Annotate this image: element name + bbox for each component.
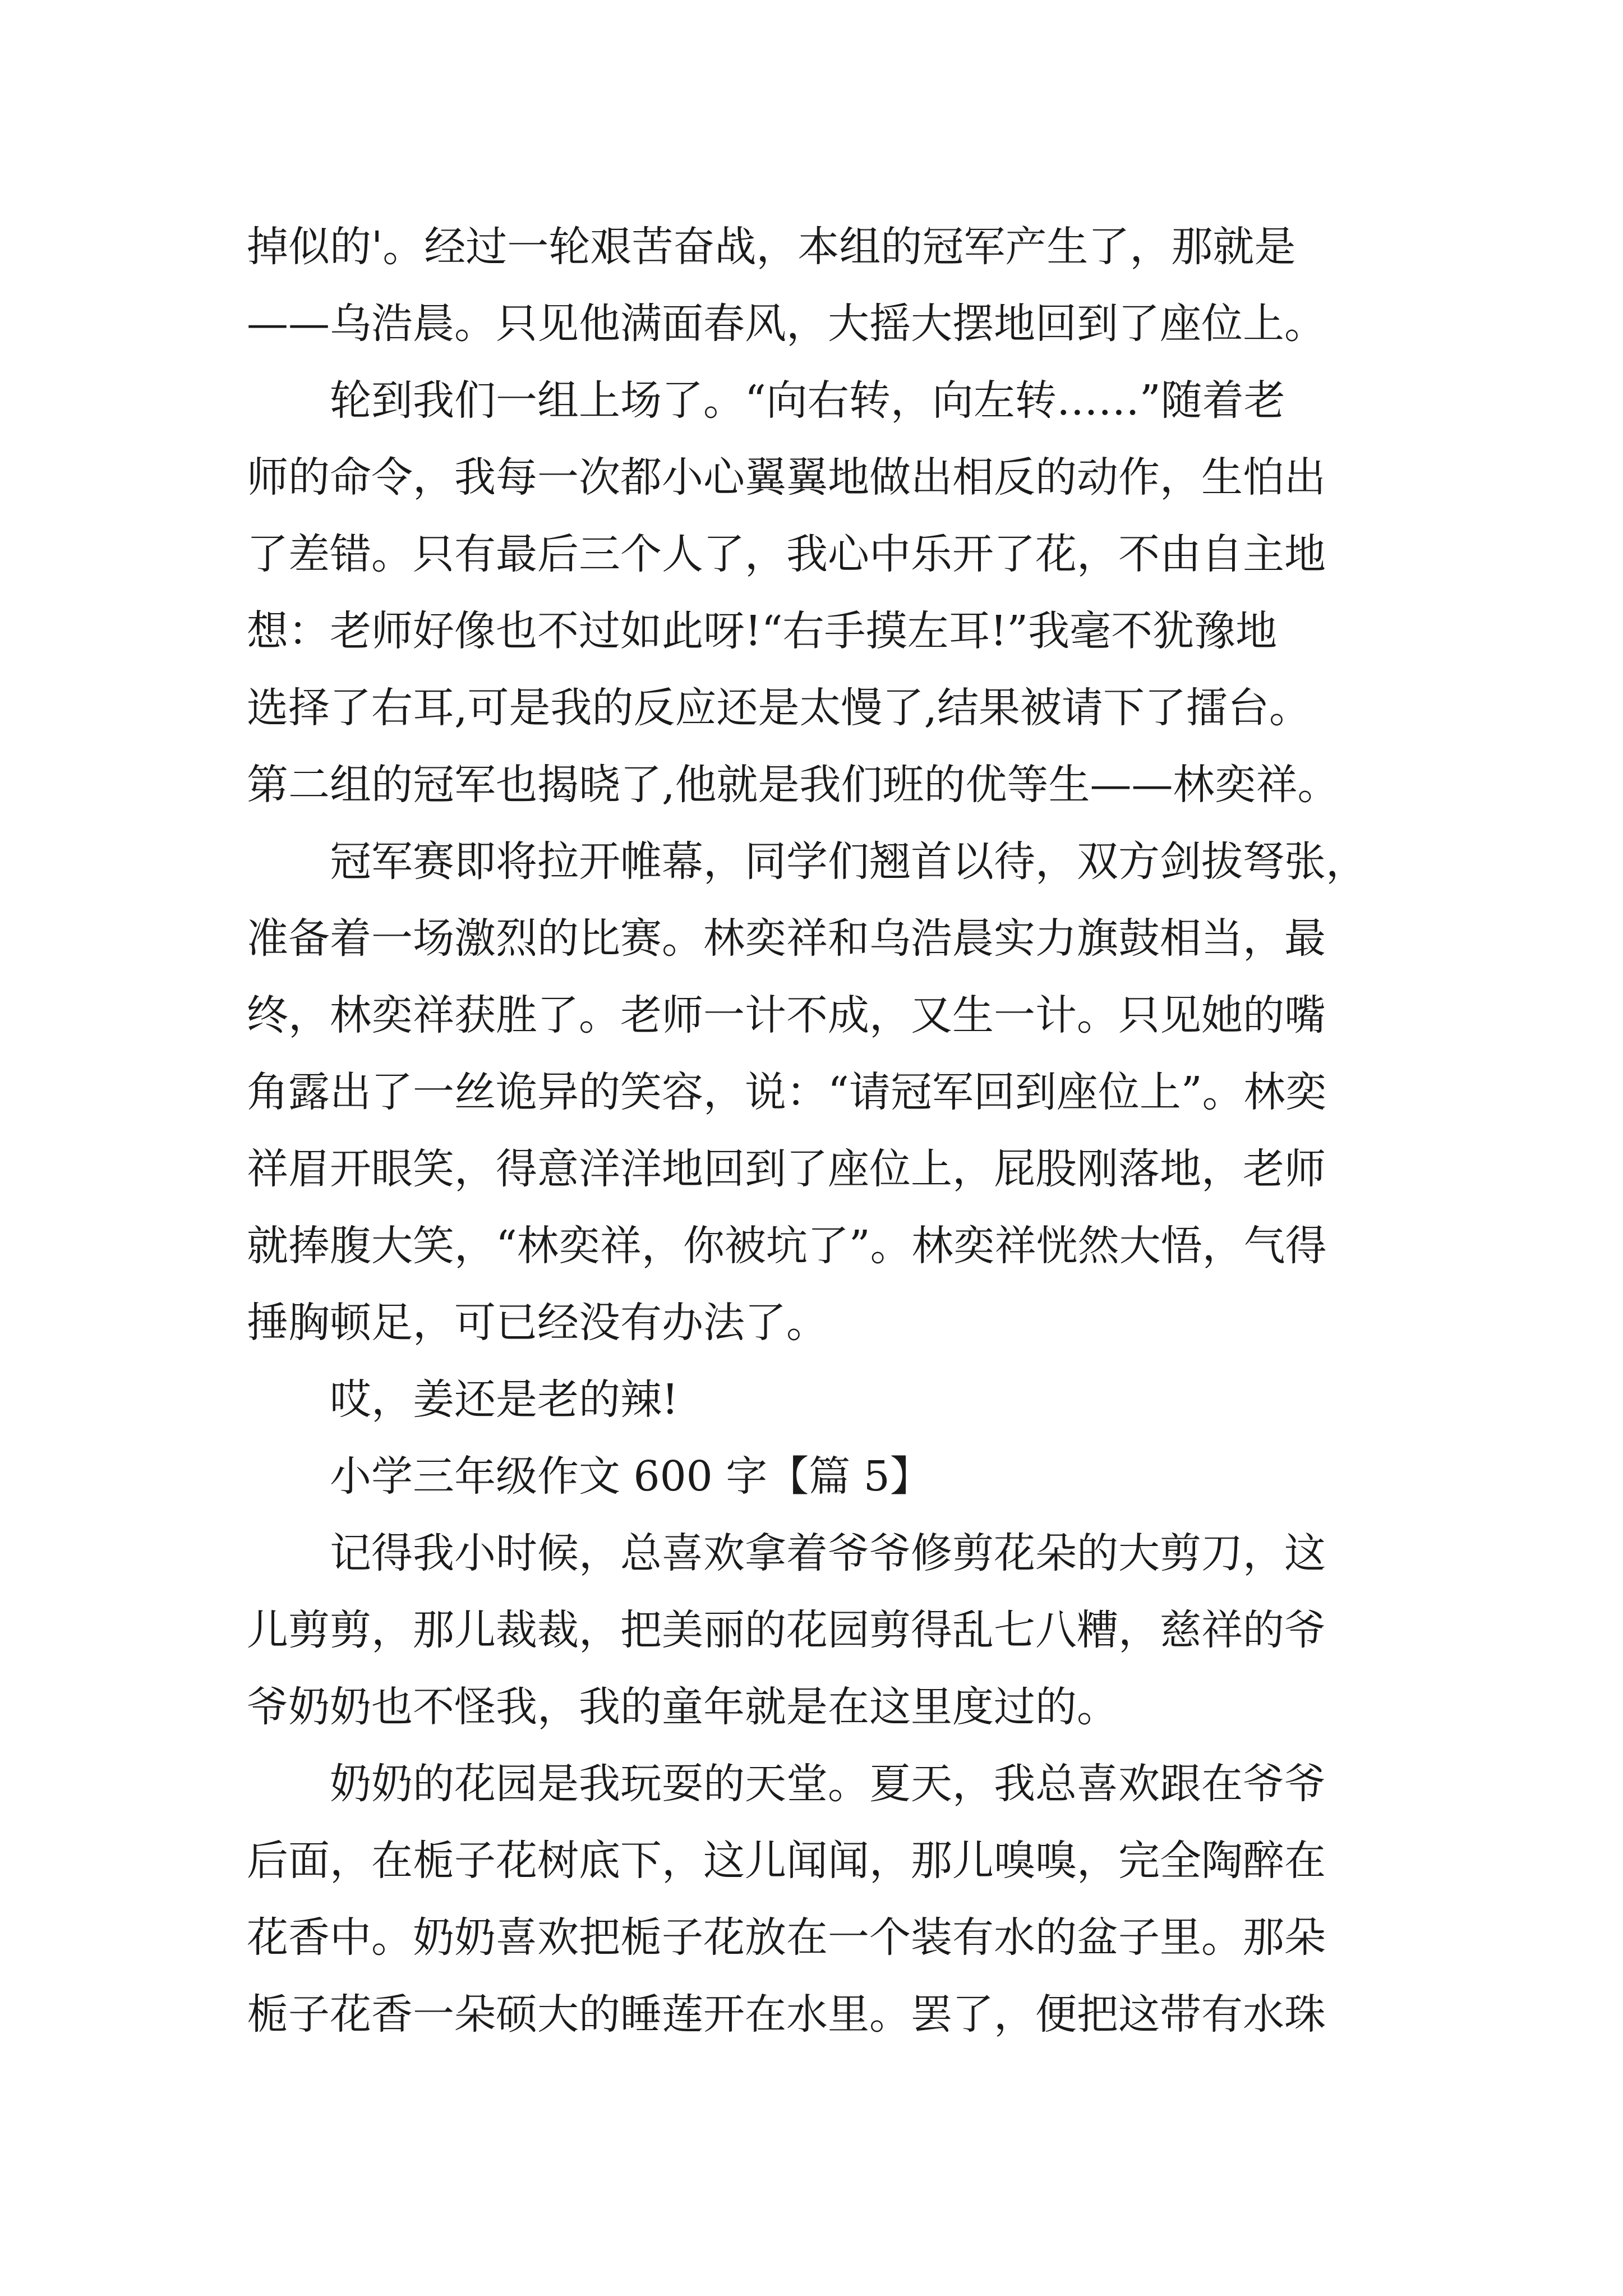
paragraph-start-line: 冠军赛即将拉开帷幕，同学们翘首以待，双方剑拔弩张，	[330, 838, 1367, 886]
text-line: 栀子花香一朵硕大的睡莲开在水里。罢了，便把这带有水珠	[247, 1990, 1326, 2039]
text-line: 爷奶奶也不怪我，我的童年就是在这里度过的。	[247, 1683, 1118, 1731]
document-body	[247, 209, 1391, 2053]
text-line: 花香中。奶奶喜欢把栀子花放在一个装有水的盆子里。那朵	[247, 1913, 1326, 1962]
text-line: 捶胸顿足，可已经没有办法了。	[247, 1299, 828, 1347]
paragraph-start-line: 轮到我们一组上场了。“向右转，向左转……”随着老	[330, 376, 1285, 425]
text-line: 就捧腹大笑，“林奕祥，你被坑了”。林奕祥恍然大悟，气得	[247, 1222, 1327, 1270]
text-line: 了差错。只有最后三个人了，我心中乐开了花，不由自主地	[247, 530, 1326, 578]
paragraph-start-line: 奶奶的花园是我玩耍的天堂。夏天，我总喜欢跟在爷爷	[330, 1760, 1326, 1808]
paragraph-start-line: 记得我小时候，总喜欢拿着爷爷修剪花朵的大剪刀，这	[330, 1529, 1326, 1577]
text-line: 师的命令，我每一次都小心翼翼地做出相反的动作，生怕出	[247, 453, 1326, 501]
text-line: 想：老师好像也不过如此呀!“右手摸左耳!”我毫不犹豫地	[247, 607, 1278, 655]
paragraph-start-line: 哎，姜还是老的辣!	[330, 1375, 679, 1424]
text-line: 第二组的冠军也揭晓了,他就是我们班的优等生——林奕祥。	[247, 761, 1339, 809]
text-line: 儿剪剪，那儿裁裁，把美丽的花园剪得乱七八糟，慈祥的爷	[247, 1606, 1326, 1654]
text-line: 终，林奕祥获胜了。老师一计不成，又生一计。只见她的嘴	[247, 991, 1326, 1039]
text-line: 祥眉开眼笑，得意洋洋地回到了座位上，屁股刚落地，老师	[247, 1145, 1326, 1193]
text-line: 选择了右耳,可是我的反应还是太慢了,结果被请下了擂台。	[247, 684, 1311, 732]
text-line: 角露出了一丝诡异的笑容，说：“请冠军回到座位上”。林奕	[247, 1068, 1327, 1116]
text-line: ——乌浩晨。只见他满面春风，大摇大摆地回到了座位上。	[247, 300, 1326, 348]
text-line: 准备着一场激烈的比赛。林奕祥和乌浩晨实力旗鼓相当，最	[247, 914, 1326, 963]
text-line: 掉似的'。经过一轮艰苦奋战，本组的冠军产生了，那就是	[247, 223, 1296, 271]
section-heading: 小学三年级作文 600 字【篇 5】	[330, 1452, 932, 1501]
text-line: 后面，在栀子花树底下，这儿闻闻，那儿嗅嗅，完全陶醉在	[247, 1837, 1326, 1885]
